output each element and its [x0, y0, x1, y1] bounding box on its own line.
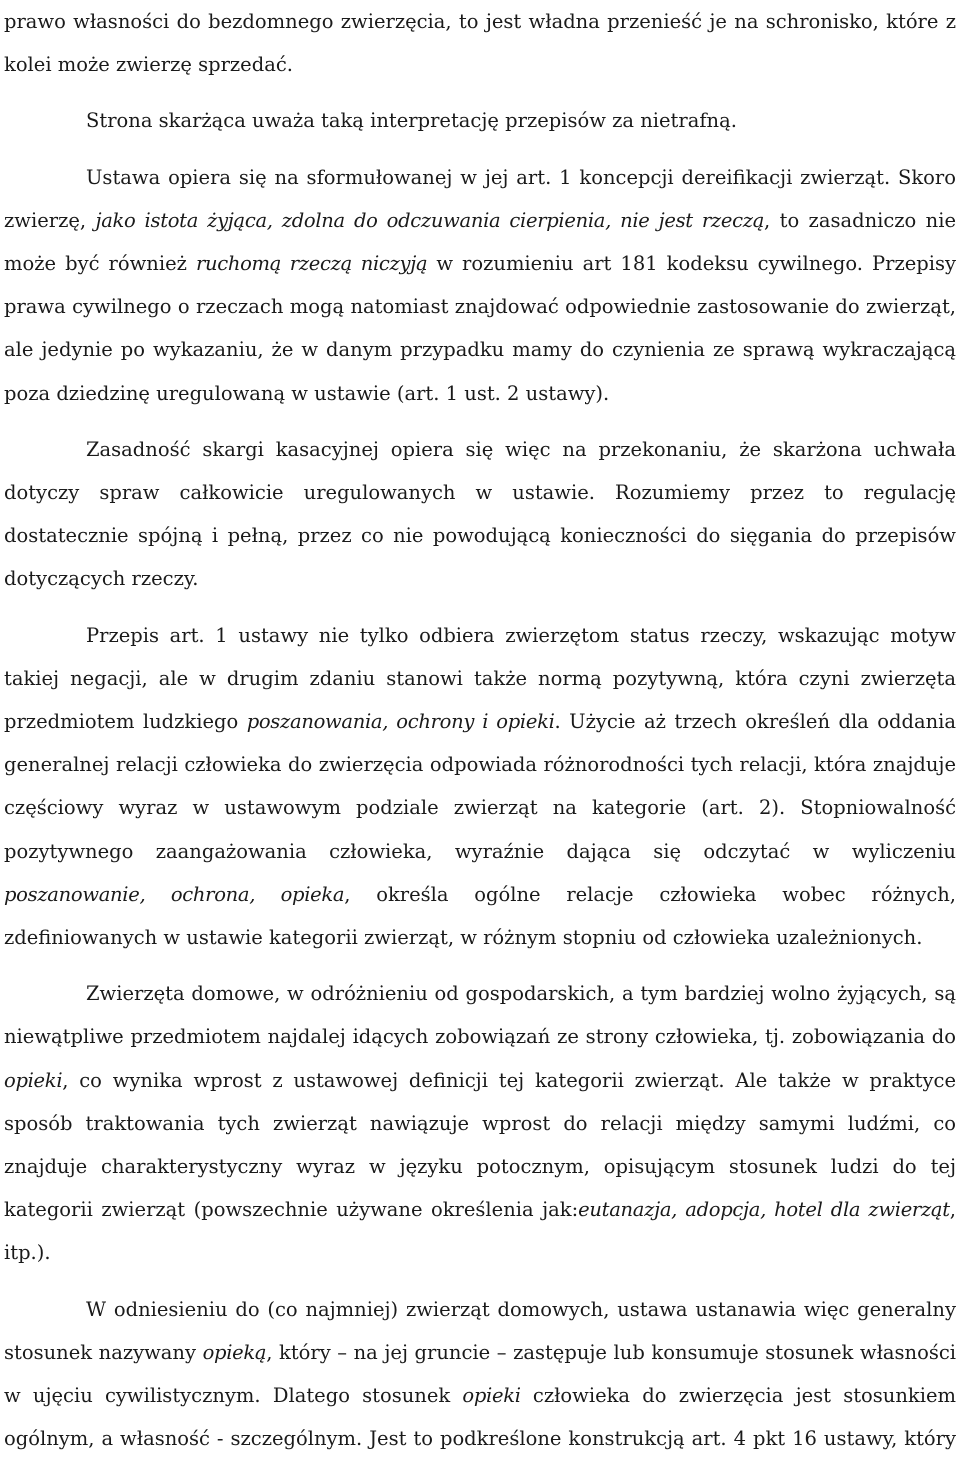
italic-phrase: poszanowania, ochrony i opieki: [246, 710, 555, 734]
paragraph-2: [4, 99, 956, 142]
italic-phrase: poszanowanie, ochrona, opieka: [4, 882, 345, 906]
italic-phrase: jako istota żyjąca, zdolna do odczuwania cierpienia, nie jest rzeczą: [95, 208, 765, 232]
paragraph-3: [4, 156, 956, 415]
text-run: , itp.).: [4, 1198, 956, 1265]
text-run: , to zasadniczo nie może być również: [4, 208, 957, 276]
text-run: Ustawa opiera się na sformułowanej w jej art. 1 koncepcji dereifikacji zwierząt. Skoro zwierzę,: [4, 165, 956, 232]
italic-phrase: opieki: [4, 1068, 63, 1092]
italic-phrase: opieki: [462, 1384, 521, 1408]
text-run: Zwierzęta domowe, w odróżnieniu od gospodarskich, a tym bardziej wolno żyjących, są niewątpliwe przedmiotem najdalej idących zobowiązań ze strony człowieka, tj. zobowiązania do: [4, 982, 956, 1049]
text-run: , co wynika wprost z ustawowej definicji tej kategorii zwierząt. Ale także w praktyce sposób traktowania tych zwierząt nawiązuje wprost do relacji między samymi ludźmi, co znajduje charakterystyczny wyraz w języku potocznym, opisującym stosunek ludzi do tej kategorii zwierząt (powszechnie używane określenia jak:: [4, 1068, 956, 1222]
paragraph-6: [4, 972, 956, 1274]
paragraph-7: [4, 1288, 956, 1461]
text-run: Zasadność skargi kasacyjnej opiera się więc na przekonaniu, że skarżona uchwała dotyczy spraw całkowicie uregulowanych w ustawie. Rozumiemy przez to regulację dostatecznie spójną i pełną, przez co nie powodującą konieczności do sięgania do przepisów dotyczących rzeczy.: [4, 437, 956, 591]
text-run: , określa ogólne relacje człowieka wobec różnych, zdefiniowanych w ustawie kategorii zwierząt, w różnym stopniu od człowieka uzależnionych.: [4, 882, 956, 950]
paragraph-4: [4, 428, 956, 601]
paragraph-1: [4, 0, 956, 86]
text-run: , który – na jej gruncie – zastępuje lub konsumuje stosunek własności w ujęciu cywilistycznym. Dlatego stosunek: [4, 1340, 957, 1408]
italic-phrase: eutanazja, adopcja, hotel dla zwierząt: [578, 1198, 950, 1222]
text-run: . Użycie aż trzech określeń dla oddania generalnej relacji człowieka do zwierzęcia odpowiada różnorodności tych relacji, która znajduje częściowy wyraz w ustawowym podziale zwierząt na kategorie (art. 2). Stopniowalność pozytywnego zaangażowania człowieka, wyraźnie dająca się odczytać w wyliczeniu: [4, 710, 956, 863]
text-run: W odniesieniu do (co najmniej) zwierząt domowych, ustawa ustanawia więc generalny stosunek nazywany: [4, 1297, 956, 1364]
text-run: człowieka do zwierzęcia jest stosunkiem ogólnym, a własność - szczególnym. Jest to podkreślone konstrukcją art. 4 pkt 16 ustawy, który: [4, 1384, 956, 1451]
text-run: Przepis art. 1 ustawy nie tylko odbiera zwierzętom status rzeczy, wskazując motyw takiej negacji, ale w drugim zdaniu stanowi także normą pozytywną, która czyni zwierzęta przedmiotem ludzkiego: [4, 623, 956, 734]
text-run: prawo własności do bezdomnego zwierzęcia, to jest władna przenieść je na schronisko, które z kolei może zwierzę sprzedać.: [4, 10, 956, 77]
text-run: Strona skarżąca uważa taką interpretację przepisów za nietrafną.: [86, 109, 737, 133]
italic-phrase: opieką: [202, 1340, 267, 1364]
italic-phrase: ruchomą rzeczą niczyją: [195, 252, 428, 276]
paragraph-5: [4, 614, 956, 960]
document-page: [4, 0, 956, 1461]
text-run: w rozumieniu art 181 kodeksu cywilnego. Przepisy prawa cywilnego o rzeczach mogą natomiast znajdować odpowiednie zastosowanie do zwierząt, ale jedynie po wykazaniu, że w danym przypadku mamy do czynienia ze sprawą wykraczającą poza dziedzinę uregulowaną w ustawie (art. 1 ust. 2 ustawy).: [4, 252, 956, 405]
